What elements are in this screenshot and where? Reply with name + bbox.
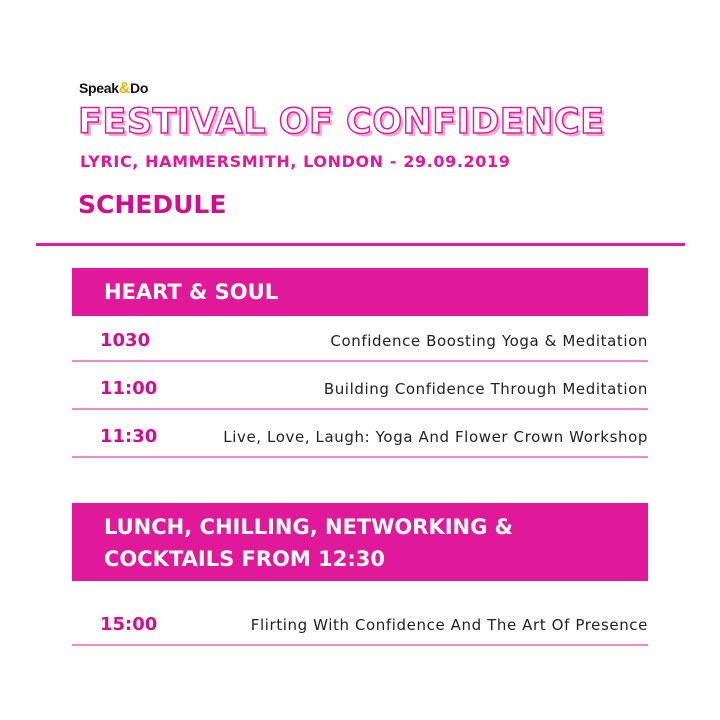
section-heart-and-soul bbox=[72, 268, 648, 316]
venue-date: LYRIC, HAMMERSMITH, LONDON - 29.09.2019 bbox=[80, 152, 511, 171]
row-event: Flirting With Confidence And The Art Of Presence bbox=[250, 616, 648, 634]
row-event: Live, Love, Laugh: Yoga And Flower Crown Workshop bbox=[223, 428, 648, 446]
schedule-row bbox=[72, 414, 648, 458]
schedule-heading: SCHEDULE bbox=[78, 190, 227, 219]
row-event: Confidence Boosting Yoga & Meditation bbox=[330, 332, 648, 350]
logo-do: Do bbox=[130, 80, 149, 96]
header-divider bbox=[36, 243, 685, 246]
logo-ampersand: & bbox=[118, 80, 131, 97]
logo-speak: Speak bbox=[79, 80, 119, 96]
schedule-row bbox=[72, 318, 648, 362]
section-lunch bbox=[72, 503, 648, 581]
speak-and-do-logo bbox=[79, 80, 148, 98]
section-title: HEART & SOUL bbox=[104, 280, 279, 304]
row-time: 1030 bbox=[100, 330, 151, 351]
schedule-row bbox=[72, 602, 648, 646]
schedule-row bbox=[72, 366, 648, 410]
row-event: Building Confidence Through Meditation bbox=[323, 380, 648, 398]
section-title-line-2: COCKTAILS FROM 12:30 bbox=[104, 547, 385, 571]
row-time: 15:00 bbox=[100, 614, 158, 635]
section-title-line-1: LUNCH, CHILLING, NETWORKING & bbox=[104, 515, 513, 539]
row-time: 11:00 bbox=[100, 378, 158, 399]
row-time: 11:30 bbox=[100, 426, 158, 447]
festival-title: FESTIVAL OF CONFIDENCE bbox=[78, 102, 605, 142]
